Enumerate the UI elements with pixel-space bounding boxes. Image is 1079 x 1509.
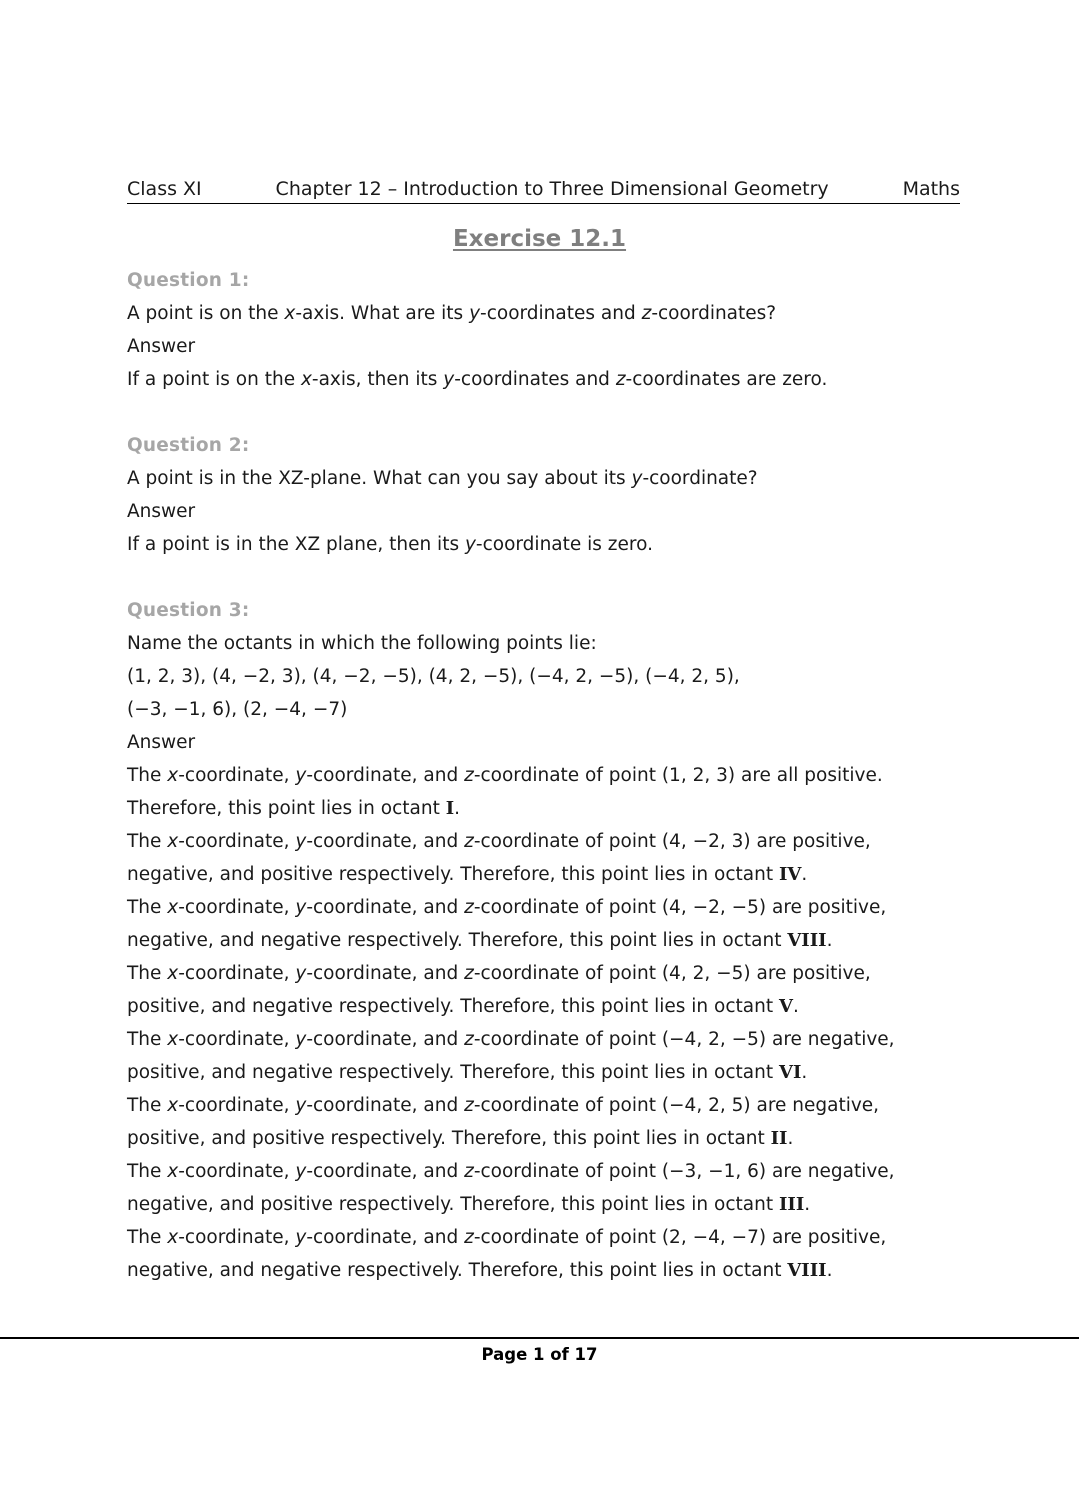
solution-list [127,759,917,1287]
var-z: z [464,963,474,984]
solution-line-a: The x-coordinate, y-coordinate, and z-coordinate of point (2, −4, −7) are positive, [127,1227,887,1248]
solution-line-b: negative, and positive respectively. Therefore, this point lies in octant IV. [127,864,808,885]
var-x: x [167,1095,179,1116]
solution-line-b: positive, and positive respectively. Therefore, this point lies in octant II. [127,1128,794,1149]
solution-line-a: The x-coordinate, y-coordinate, and z-coordinate of point (4, −2, 3) are positive, [127,831,871,852]
solution-line-b: Therefore, this point lies in octant I. [127,798,461,819]
question-points-line-1: (1, 2, 3), (4, −2, 3), (4, −2, −5), (4, 2, −5), (−4, 2, −5), (−4, 2, 5), [127,666,740,687]
var-z: z [464,765,474,786]
footer-divider [0,1337,1079,1339]
solution-line-b: negative, and negative respectively. Therefore, this point lies in octant VIII. [127,1260,833,1281]
solution-line-a: The x-coordinate, y-coordinate, and z-coordinate of point (−4, 2, −5) are negative, [127,1029,895,1050]
solution-line-b: negative, and positive respectively. Therefore, this point lies in octant III. [127,1194,811,1215]
var-z: z [464,1161,474,1182]
question-label-3: Question 3: [127,600,250,621]
solution-line-a: The x-coordinate, y-coordinate, and z-coordinate of point (4, 2, −5) are positive, [127,963,871,984]
var-z: z [464,1095,474,1116]
question-label-1: Question 1: [127,270,250,291]
var-x: x [167,1161,179,1182]
question-prompt-2: A point is in the XZ-plane. What can you say about its y-coordinate? [127,468,758,489]
header-chapter-title: Chapter 12 – Introduction to Three Dimensional Geometry [275,178,829,200]
var-x: x [167,1227,179,1248]
header-subject-label: Maths [902,178,960,200]
page-header [127,178,960,204]
octant-value: II [770,1128,788,1149]
answer-line-2: If a point is in the XZ plane, then its y-coordinate is zero. [127,534,653,555]
var-y: y [295,831,307,852]
octant-value: VI [778,1062,802,1083]
document-body [127,264,917,1287]
var-y: y [295,1095,307,1116]
var-y: y [295,897,307,918]
footer-page-number: Page 1 of 17 [481,1345,598,1364]
var-z: z [464,1029,474,1050]
var-y: y [295,1161,307,1182]
question-label-2: Question 2: [127,435,250,456]
var-x: x [167,1029,179,1050]
solution-line-a: The x-coordinate, y-coordinate, and z-coordinate of point (1, 2, 3) are all positive. [127,765,883,786]
question-points-line-2: (−3, −1, 6), (2, −4, −7) [127,699,348,720]
var-y: y [295,1029,307,1050]
question-block-1 [127,264,917,396]
header-class-label: Class XI [127,178,202,200]
octant-value: VIII [787,930,827,951]
var-x: x [167,831,179,852]
var-y: y [295,765,307,786]
solution-line-a: The x-coordinate, y-coordinate, and z-coordinate of point (4, −2, −5) are positive, [127,897,887,918]
solution-line-b: negative, and negative respectively. Therefore, this point lies in octant VIII. [127,930,833,951]
solution-line-b: positive, and negative respectively. Therefore, this point lies in octant VI. [127,1062,808,1083]
octant-value: VIII [787,1260,827,1281]
question-prompt-1: A point is on the x-axis. What are its y-coordinates and z-coordinates? [127,303,777,324]
var-y: y [295,963,307,984]
answer-label-1: Answer [127,336,196,357]
solution-line-a: The x-coordinate, y-coordinate, and z-coordinate of point (−3, −1, 6) are negative, [127,1161,895,1182]
answer-line-1: If a point is on the x-axis, then its y-coordinates and z-coordinates are zero. [127,369,828,390]
question-block-2 [127,429,917,561]
var-x: x [167,963,179,984]
octant-value: III [778,1194,805,1215]
solution-line-a: The x-coordinate, y-coordinate, and z-coordinate of point (−4, 2, 5) are negative, [127,1095,880,1116]
var-z: z [464,1227,474,1248]
var-x: x [167,765,179,786]
exercise-title: Exercise 12.1 [452,226,627,252]
var-y: y [295,1227,307,1248]
answer-label-2: Answer [127,501,196,522]
octant-value: I [445,798,455,819]
question-prompt-3: Name the octants in which the following points lie: [127,633,597,654]
solution-line-b: positive, and negative respectively. Therefore, this point lies in octant V. [127,996,799,1017]
question-block-3 [127,594,917,1287]
octant-value: V [778,996,793,1017]
var-z: z [464,831,474,852]
var-x: x [167,897,179,918]
var-z: z [464,897,474,918]
answer-label-3: Answer [127,732,196,753]
octant-value: IV [778,864,802,885]
